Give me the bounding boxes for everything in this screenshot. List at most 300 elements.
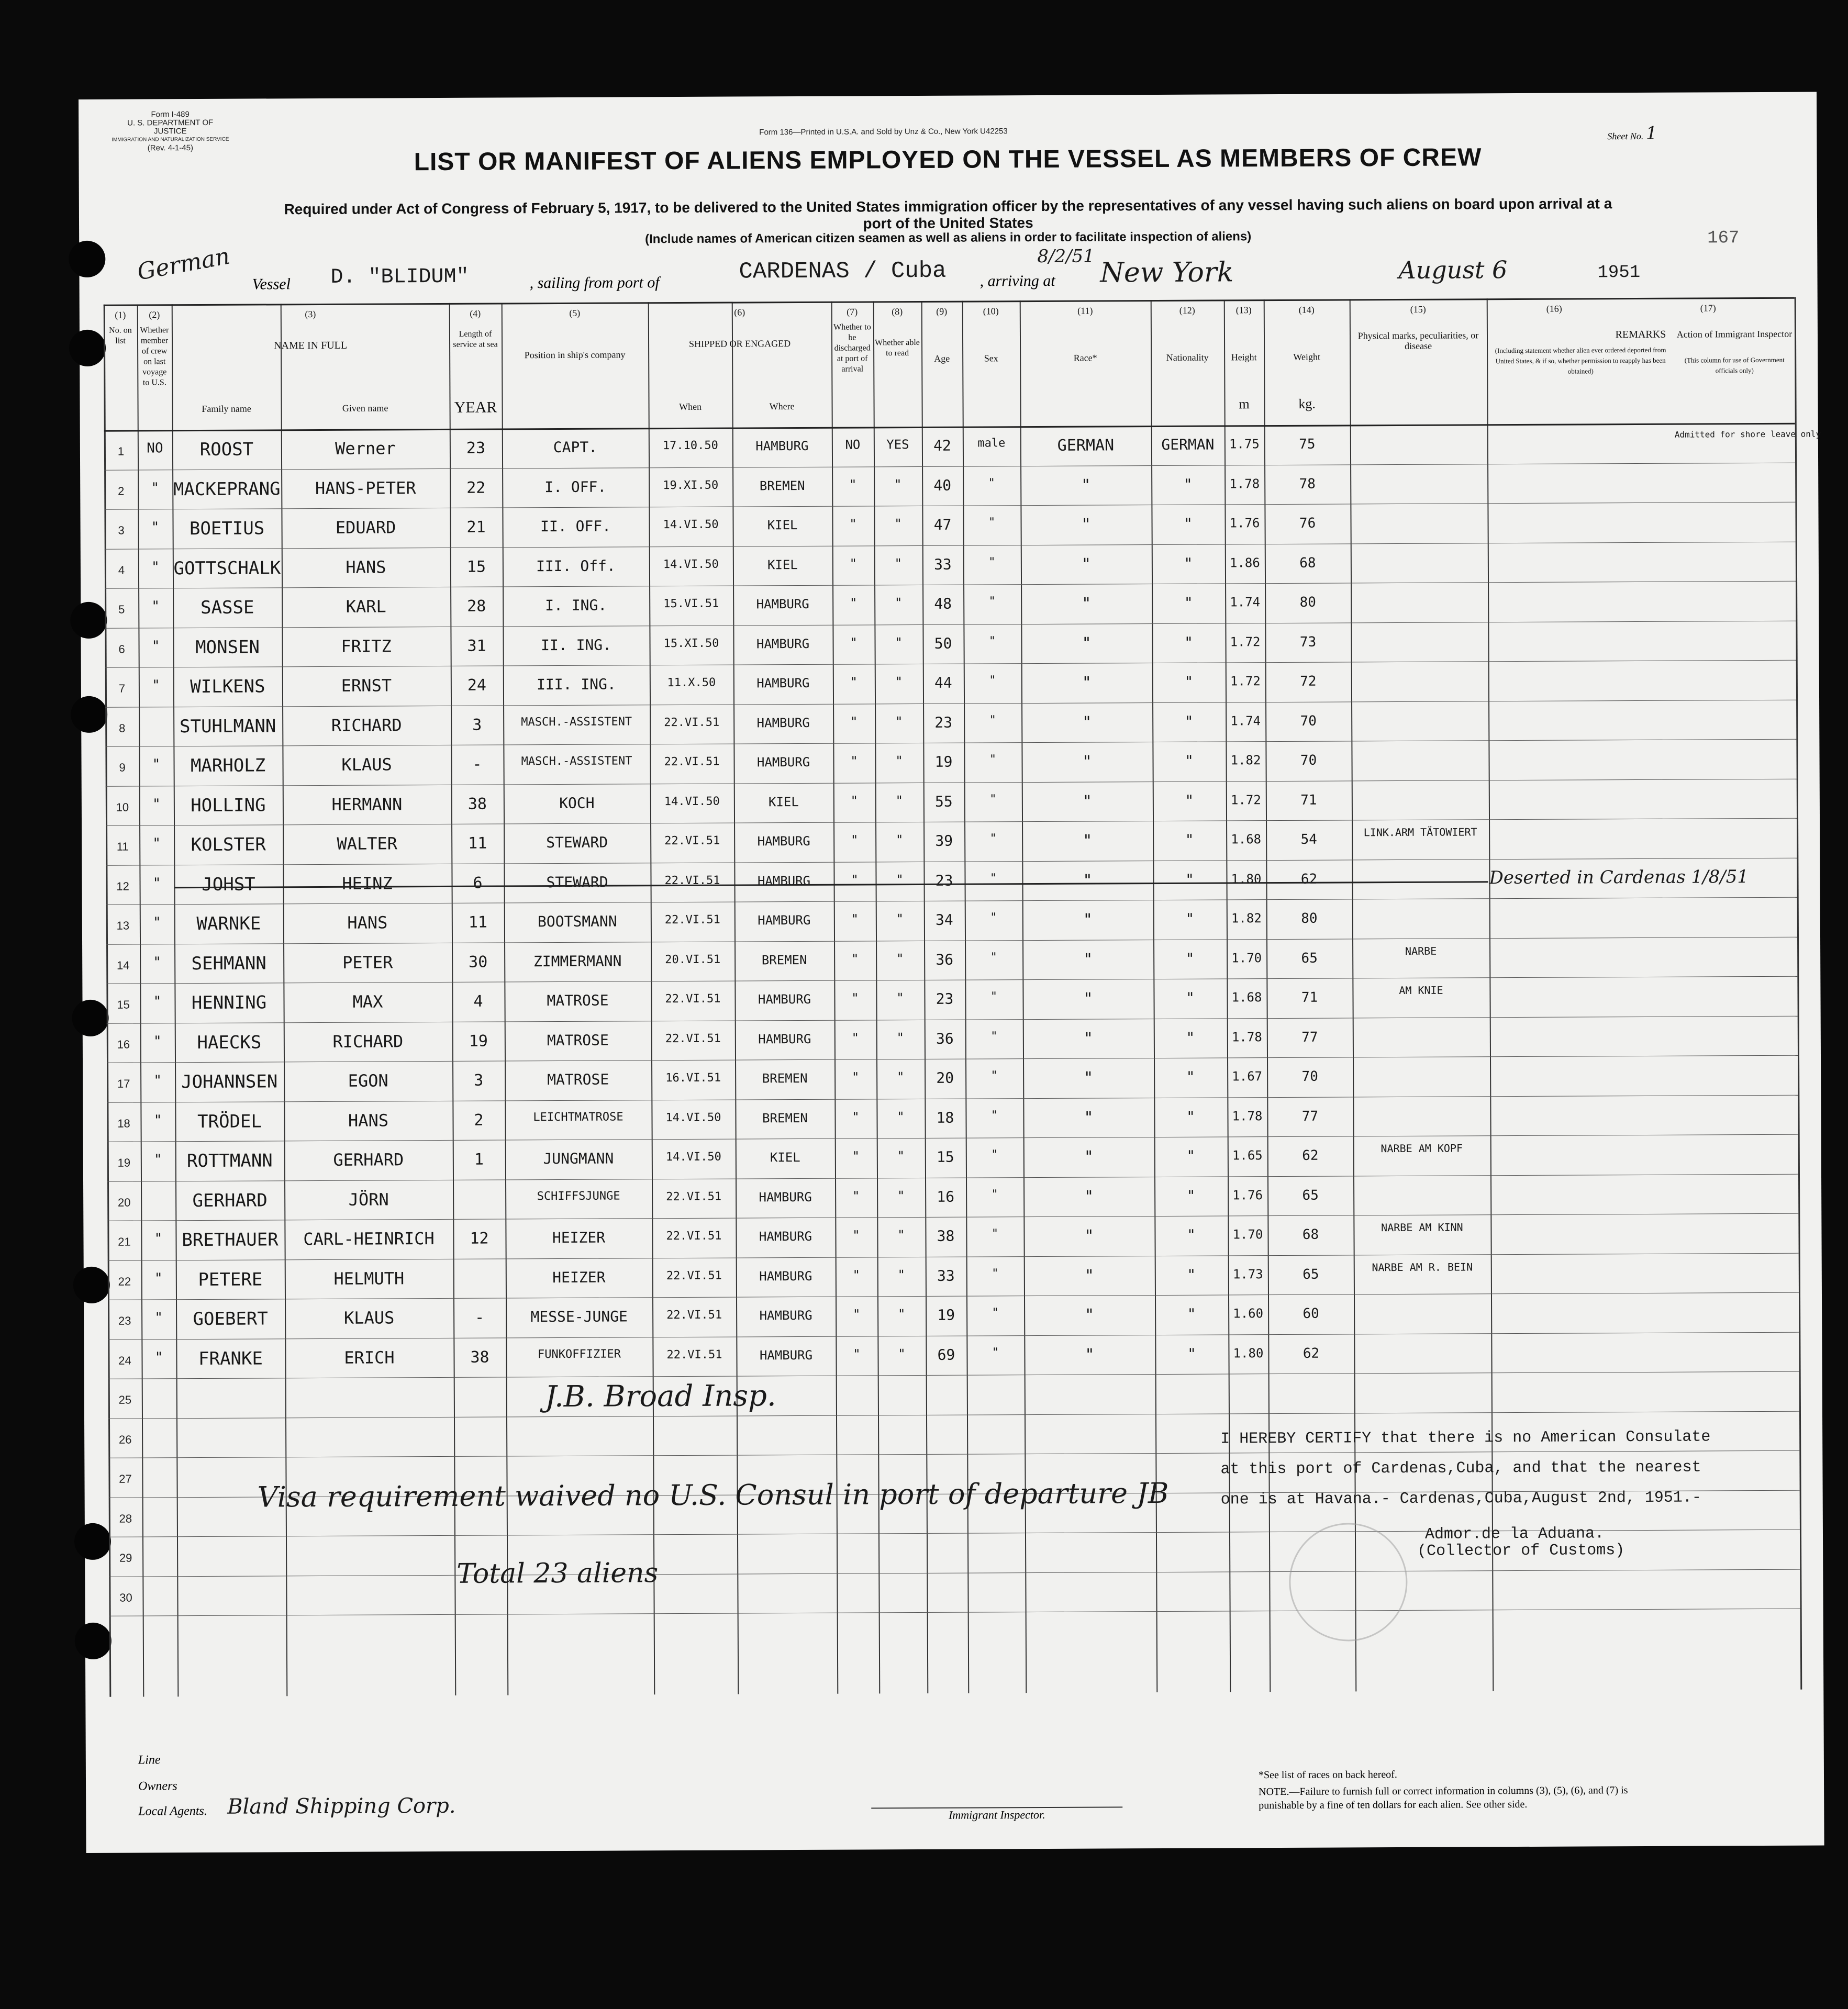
where-cell: HAMBURG: [756, 636, 810, 651]
age-cell: 50: [934, 634, 952, 652]
read-cell: ": [897, 1148, 905, 1164]
where-cell: HAMBURG: [759, 1308, 812, 1323]
height-cell: 1.75: [1229, 437, 1260, 452]
nationality-cell: ": [1186, 1226, 1196, 1244]
height-cell: 1.70: [1232, 1227, 1263, 1242]
prev-voyage-cell: ": [152, 796, 161, 812]
discharged-cell: ": [851, 911, 859, 927]
col-head-action-note: (This column for use of Government officials only): [1684, 355, 1785, 375]
height-cell: 1.68: [1231, 832, 1262, 847]
nationality-cell: ": [1185, 950, 1195, 967]
row-number: 4: [118, 563, 125, 577]
service-cell: 23: [466, 439, 486, 457]
nationality-cell: ": [1184, 673, 1194, 690]
when-cell: 22.VI.51: [666, 1190, 722, 1203]
weight-cell: 80: [1301, 910, 1318, 927]
row-number: 28: [119, 1512, 132, 1525]
discharged-cell: ": [852, 1188, 860, 1203]
weight-cell: 65: [1302, 1266, 1319, 1282]
age-cell: 23: [934, 713, 953, 731]
row-number: 27: [119, 1472, 132, 1486]
row-number: 23: [118, 1314, 131, 1327]
age-cell: 39: [935, 832, 953, 850]
discharged-cell: NO: [845, 437, 861, 452]
height-cell: 1.73: [1232, 1266, 1263, 1281]
col-head-remarks: REMARKS: [1615, 328, 1666, 341]
prev-voyage-cell: ": [151, 677, 160, 694]
nationality-cell: ": [1184, 554, 1193, 572]
customs-seal: [1289, 1523, 1408, 1642]
arriving-label: , arriving at: [979, 272, 1055, 290]
nationality-cell: ": [1183, 475, 1193, 493]
discharged-cell: ": [850, 674, 858, 689]
marks-cell: [1351, 549, 1488, 550]
row-number: 22: [118, 1275, 131, 1288]
row-number: 26: [118, 1433, 132, 1446]
race-cell: ": [1084, 1226, 1094, 1245]
marks-cell: NARBE: [1405, 944, 1437, 957]
position-cell: STEWARD: [546, 833, 608, 852]
nationality-cell: ": [1186, 1068, 1195, 1086]
row-number: 10: [116, 800, 129, 814]
sex-cell: ": [989, 871, 997, 885]
when-cell: 22.VI.51: [664, 716, 720, 729]
col-head-action: Action of Immigrant Inspector: [1676, 328, 1793, 340]
row-rule: [107, 1134, 1798, 1142]
col-head-position: Position in ship's company: [524, 349, 626, 361]
discharged-cell: ": [852, 1227, 860, 1243]
read-cell: ": [894, 555, 903, 571]
service-cell: 3: [474, 1071, 484, 1090]
column-number: (3): [305, 309, 316, 320]
read-cell: ": [895, 674, 903, 689]
column-number: (1): [115, 309, 126, 320]
cert-line-2: at this port of Cardenas,Cuba, and that the nearest: [1220, 1458, 1701, 1479]
family-name-cell: PETERE: [198, 1268, 263, 1290]
position-cell: II. OFF.: [540, 517, 611, 535]
penalty-note: NOTE.—Failure to furnish full or correct information in columns (3), (5), (6), and (7) is punishable by a fine of ten dollars for each alien. See other side.: [1259, 1784, 1628, 1812]
race-cell: ": [1083, 989, 1093, 1008]
position-cell: JUNGMANN: [543, 1149, 614, 1168]
row-number: 2: [118, 484, 125, 498]
service: IMMIGRATION AND NATURALIZATION SERVICE: [112, 136, 229, 143]
discharged-cell: ": [849, 556, 858, 571]
col-head-remarks-note: (Including statement whether alien ever ordered deported from United States, & if so, whether permission to reapply has been obtained): [1495, 345, 1666, 375]
service-cell: 22: [466, 478, 486, 497]
given-name-cell: PETER: [342, 952, 393, 973]
family-name-cell: BRETHAUER: [182, 1229, 279, 1251]
row-rule: [105, 581, 1796, 589]
age-cell: 47: [933, 516, 952, 533]
marks-cell: [1351, 588, 1488, 589]
where-cell: HAMBURG: [756, 596, 809, 612]
when-cell: 11.X.50: [667, 676, 716, 690]
discharged-cell: ": [850, 753, 858, 768]
when-cell: 15.XI.50: [663, 637, 719, 650]
race-cell: ": [1082, 752, 1092, 771]
when-cell: 16.VI.51: [665, 1071, 721, 1085]
col-head-weight: Weight: [1293, 351, 1320, 362]
row-rule: [107, 1213, 1798, 1221]
service-cell: -: [472, 755, 482, 774]
marks-cell: [1353, 1102, 1490, 1103]
weight-cell: 76: [1299, 515, 1316, 531]
given-name-cell: Werner: [335, 438, 396, 459]
column-number: (16): [1546, 303, 1562, 314]
row-number: 12: [116, 879, 129, 893]
race-cell: ": [1082, 792, 1092, 811]
sailing-port: CARDENAS / Cuba: [739, 258, 947, 285]
service-cell: 15: [466, 557, 486, 576]
prev-voyage-cell: ": [153, 1112, 162, 1128]
remarks-cell: [1487, 511, 1675, 512]
row-rule: [105, 660, 1796, 668]
col-head-no: No. on list: [109, 326, 132, 345]
when-cell: 22.VI.51: [666, 1229, 722, 1243]
row-number: 21: [118, 1235, 131, 1248]
remarks-cell: [1489, 906, 1677, 907]
remarks-cell: [1487, 432, 1675, 433]
when-cell: 22.VI.51: [664, 874, 720, 887]
family-name-cell: TRÖDEL: [197, 1110, 262, 1132]
given-name-cell: ERICH: [344, 1347, 395, 1368]
row-rule: [107, 1174, 1798, 1181]
remarks-cell: [1489, 945, 1677, 946]
height-cell: 1.72: [1230, 792, 1261, 807]
age-cell: 20: [936, 1069, 954, 1087]
position-cell: FUNKOFFIZIER: [537, 1347, 621, 1361]
marks-cell: [1350, 509, 1487, 510]
read-cell: ": [897, 1227, 905, 1243]
sex-cell: ": [988, 476, 995, 489]
remarks-cell: [1489, 827, 1676, 828]
family-name-cell: BOETIUS: [189, 518, 265, 540]
age-cell: 40: [933, 476, 952, 494]
row-rule: [105, 620, 1796, 628]
arrival-year: 1951: [1597, 262, 1641, 283]
footer-agents-value: Bland Shipping Corp.: [227, 1793, 456, 1819]
given-name-cell: MAX: [352, 991, 383, 1012]
service-cell: 28: [467, 597, 486, 616]
prev-voyage-cell: ": [154, 1349, 163, 1365]
sex-cell: ": [989, 832, 997, 845]
col-head-marks: Physical marks, peculiarities, or disease: [1357, 330, 1479, 351]
marks-cell: [1351, 746, 1488, 747]
footer-line-label: Line: [138, 1753, 161, 1767]
position-cell: BOOTSMANN: [537, 912, 617, 931]
height-cell: 1.60: [1233, 1306, 1264, 1321]
weight-cell: 72: [1300, 673, 1317, 689]
service-cell: 4: [473, 992, 483, 1011]
subtitle-1: Required under Act of Congress of February 5, 1917, to be delivered to the United States immigration officer by the representatives of any vessel having such aliens on board upon arrival at a: [284, 195, 1612, 218]
remarks-cell: [1489, 787, 1676, 788]
where-cell: HAMBURG: [756, 715, 810, 730]
family-name-cell: ROOST: [199, 439, 254, 460]
race-cell: ": [1084, 1147, 1094, 1166]
nationality-cell: ": [1186, 1187, 1196, 1204]
column-number: (6): [734, 307, 745, 318]
when-cell: 22.VI.51: [666, 1348, 722, 1361]
discharged-cell: ": [852, 1109, 860, 1124]
remarks-cell: Deserted in Cardenas 1/8/51: [1489, 866, 1749, 888]
sex-cell: ": [991, 1187, 998, 1201]
remarks-cell: [1490, 1143, 1678, 1144]
age-cell: 33: [933, 555, 952, 573]
family-name-cell: GOTTSCHALK: [173, 557, 281, 579]
age-cell: 38: [937, 1227, 955, 1245]
service-cell: 24: [467, 676, 487, 695]
service-cell: 19: [469, 1032, 488, 1051]
where-cell: KIEL: [768, 794, 799, 809]
race-cell: ": [1085, 1345, 1095, 1364]
family-name-cell: SEHMANN: [191, 952, 266, 974]
column-number: (14): [1298, 304, 1315, 315]
service-cell: 12: [470, 1229, 489, 1248]
age-cell: 19: [937, 1306, 955, 1324]
row-rule: [106, 976, 1797, 984]
row-rule: [106, 778, 1797, 786]
family-name-cell: WILKENS: [190, 676, 265, 698]
position-cell: STEWARD: [546, 873, 608, 891]
race-cell: ": [1084, 1187, 1094, 1206]
row-rule: [108, 1332, 1799, 1340]
sex-cell: ": [992, 1306, 999, 1320]
read-cell: ": [894, 476, 902, 492]
column-number: (4): [470, 308, 481, 319]
when-cell: 22.VI.51: [665, 992, 721, 1006]
sex-cell: ": [990, 911, 997, 924]
position-cell: III. Off.: [536, 557, 616, 575]
race-cell: ": [1084, 1266, 1094, 1285]
marks-cell: [1353, 1023, 1490, 1024]
when-cell: 22.VI.51: [664, 834, 720, 848]
read-cell: ": [896, 872, 904, 887]
row-rule: [108, 1411, 1799, 1419]
when-cell: 14.VI.50: [664, 795, 720, 808]
family-name-cell: MONSEN: [195, 637, 260, 658]
given-name-cell: FRITZ: [341, 635, 392, 656]
weight-cell: 71: [1300, 792, 1317, 808]
read-cell: ": [896, 1069, 905, 1085]
col-head-race: Race*: [1073, 352, 1097, 363]
row-rule: [105, 739, 1796, 747]
position-cell: II. ING.: [541, 636, 612, 654]
family-name-cell: MARHOLZ: [190, 755, 266, 777]
where-cell: HAMBURG: [757, 833, 810, 849]
row-number: 6: [118, 642, 125, 656]
height-cell: 1.76: [1229, 516, 1260, 531]
where-cell: HAMBURG: [757, 873, 811, 888]
weight-cell: 80: [1299, 594, 1316, 610]
prev-voyage-cell: ": [151, 519, 160, 535]
prev-voyage-cell: ": [151, 598, 160, 615]
row-rule: [104, 462, 1795, 470]
row-rule: [106, 897, 1797, 905]
when-cell: 22.VI.51: [666, 1269, 722, 1282]
read-cell: ": [894, 595, 903, 610]
position-cell: LEICHTMATROSE: [533, 1110, 624, 1124]
column-number: (7): [847, 306, 858, 317]
position-cell: MATROSE: [547, 1070, 609, 1089]
where-cell: HAMBURG: [759, 1189, 812, 1204]
remarks-cell: [1490, 1182, 1678, 1184]
when-cell: 14.VI.50: [663, 518, 719, 532]
height-cell: 1.78: [1232, 1108, 1263, 1123]
column-number: (8): [892, 306, 903, 317]
height-cell: 1.86: [1229, 555, 1260, 570]
sex-cell: ": [990, 1069, 998, 1082]
discharged-cell: ": [852, 1148, 860, 1164]
given-name-cell: HANS-PETER: [315, 477, 416, 498]
sex-cell: ": [992, 1345, 999, 1359]
height-cell: 1.82: [1230, 753, 1261, 768]
prev-voyage-cell: ": [151, 479, 160, 496]
row-number: 15: [117, 998, 130, 1011]
given-name-cell: CARL-HEINRICH: [303, 1229, 435, 1249]
prev-voyage-cell: NO: [147, 440, 163, 456]
position-cell: I. ING.: [545, 596, 607, 615]
when-cell: 19.XI.50: [663, 478, 719, 492]
age-cell: 42: [933, 437, 951, 454]
cert-signature: Admor.de la Aduana.: [1424, 1525, 1605, 1544]
action-cell: [1676, 666, 1796, 667]
family-name-cell: KOLSTER: [191, 834, 266, 856]
discharged-cell: ": [851, 951, 859, 966]
marginal-note: German: [135, 242, 232, 286]
discharged-cell: ": [849, 595, 858, 610]
remarks-cell: [1488, 550, 1675, 551]
punch-hole: [74, 1523, 111, 1560]
when-cell: 14.VI.50: [663, 557, 719, 571]
weight-cell: 54: [1300, 831, 1317, 847]
col-head-height: Height: [1231, 352, 1257, 363]
marks-cell: AM KNIE: [1399, 984, 1443, 997]
service-cell: 21: [466, 518, 486, 537]
age-cell: 33: [937, 1267, 955, 1285]
given-name-cell: EGON: [348, 1070, 388, 1091]
nationality-cell: ": [1186, 1108, 1195, 1125]
row-number: 19: [117, 1156, 131, 1169]
row-rule: [108, 1450, 1799, 1458]
nationality-cell: ": [1185, 989, 1195, 1007]
column-number: (12): [1179, 305, 1195, 316]
given-name-cell: ERNST: [341, 675, 392, 696]
row-rule: [109, 1569, 1800, 1577]
row-rule: [106, 857, 1797, 865]
service-cell: -: [475, 1308, 485, 1327]
row-rule: [104, 502, 1795, 510]
age-cell: 44: [934, 674, 952, 691]
row-rule: [107, 1015, 1798, 1023]
col-head-age: Age: [934, 353, 950, 364]
sex-cell: ": [989, 674, 996, 687]
given-name-cell: HERMANN: [331, 794, 403, 814]
race-cell: ": [1083, 831, 1093, 850]
family-name-cell: JOHST: [202, 874, 255, 895]
nationality-cell: GERMAN: [1161, 436, 1215, 453]
service-cell: 38: [467, 795, 487, 813]
column-number: (15): [1410, 304, 1426, 315]
col-head-name: NAME IN FULL: [274, 339, 348, 352]
nationality-cell: ": [1186, 1147, 1196, 1165]
remarks-cell: [1490, 1222, 1678, 1223]
given-name-cell: GERHARD: [333, 1149, 404, 1170]
sex-cell: ": [991, 1227, 999, 1241]
remarks-cell: [1488, 590, 1675, 591]
sex-cell: ": [988, 595, 996, 608]
where-cell: KIEL: [767, 557, 798, 572]
race-cell: ": [1083, 1029, 1093, 1048]
given-name-cell: KLAUS: [341, 754, 392, 775]
row-number: 9: [119, 761, 126, 774]
row-rule: [107, 1055, 1798, 1063]
read-cell: ": [897, 1188, 905, 1203]
row-number: 8: [119, 721, 126, 735]
sheet-number: 1: [1645, 122, 1657, 144]
sex-cell: ": [988, 516, 996, 529]
row-number: 1: [117, 444, 125, 458]
sex-cell: ": [988, 555, 996, 568]
when-cell: 14.VI.50: [665, 1150, 721, 1164]
column-number: (13): [1235, 305, 1252, 316]
weight-cell: 62: [1300, 871, 1318, 887]
punch-hole: [69, 330, 106, 366]
col-head-discharged: Whether to be discharged at port of arrival: [833, 322, 871, 374]
column-number: (2): [149, 309, 160, 320]
cert-title: (Collector of Customs): [1417, 1542, 1625, 1560]
service-cell: 1: [474, 1150, 484, 1169]
read-cell: ": [896, 990, 904, 1006]
weight-cell: 70: [1300, 713, 1317, 729]
weight-cell: 65: [1301, 950, 1318, 966]
weight-cell: 68: [1302, 1226, 1319, 1243]
when-cell: 20.VI.51: [665, 953, 721, 966]
action-cell: [1676, 824, 1797, 825]
prev-voyage-cell: ": [153, 1152, 162, 1168]
given-name-cell: HANS: [347, 912, 388, 933]
action-cell: [1675, 508, 1795, 509]
where-cell: HAMBURG: [756, 754, 810, 770]
weight-cell: 70: [1300, 752, 1317, 768]
manifest-sheet: [79, 92, 1824, 1853]
column-number: (11): [1077, 305, 1093, 316]
position-cell: I. OFF.: [544, 478, 607, 496]
discharged-cell: ": [850, 832, 859, 847]
race-cell: ": [1083, 950, 1093, 969]
sex-cell: ": [989, 792, 997, 806]
given-name-cell: WALTER: [337, 833, 398, 854]
punch-hole: [75, 1623, 112, 1659]
where-cell: HAMBURG: [759, 1347, 813, 1363]
vessel-label: Vessel: [252, 275, 291, 293]
race-cell: ": [1082, 673, 1092, 692]
sex-cell: ": [990, 1029, 998, 1043]
weight-cell: 60: [1302, 1305, 1319, 1322]
age-cell: 23: [935, 872, 953, 889]
position-cell: SCHIFFSJUNGE: [537, 1189, 620, 1203]
nationality-cell: ": [1187, 1266, 1196, 1283]
marks-cell: NARBE AM KOPF: [1381, 1142, 1463, 1155]
marks-cell: LINK.ARM TÄTOWIERT: [1363, 825, 1477, 839]
nationality-cell: ": [1185, 791, 1194, 809]
prev-voyage-cell: ": [151, 559, 160, 575]
footer-owners-label: Owners: [138, 1779, 177, 1793]
nationality-cell: ": [1185, 831, 1194, 849]
discharged-cell: ": [852, 1307, 861, 1322]
where-cell: BREMEN: [759, 478, 805, 493]
row-rule: [108, 1292, 1799, 1300]
remarks-cell: [1491, 1262, 1678, 1263]
